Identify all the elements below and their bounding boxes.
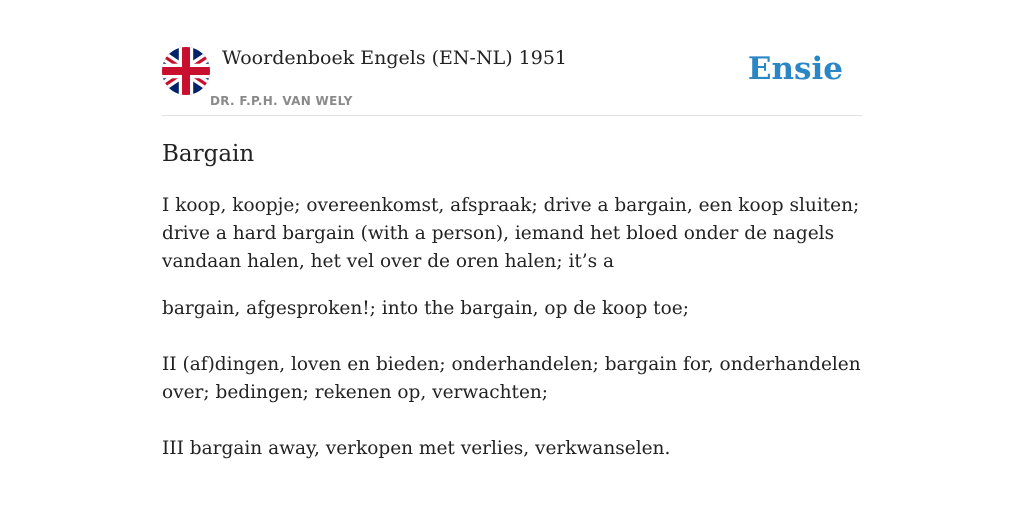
dictionary-author: DR. F.P.H. VAN WELY (210, 94, 353, 108)
uk-flag-icon (162, 47, 210, 95)
dictionary-header (162, 0, 862, 116)
definition-paragraph: III bargain away, verkopen met verlies, verkwanselen. (162, 438, 671, 459)
dictionary-title[interactable]: Woordenboek Engels (EN-NL) 1951 (222, 47, 567, 69)
definition-paragraph: bargain, afgesproken!; into the bargain, op de koop toe; (162, 298, 689, 319)
brand-logo[interactable]: Ensie (747, 51, 843, 87)
entry-headword: Bargain (162, 141, 255, 167)
dictionary-card (162, 0, 862, 512)
definition-paragraph: II (af)dingen, loven en bieden; onderhandelen; bargain for, onderhandelen over; bedingen; rekenen op, verwachten; (162, 354, 861, 403)
definition-paragraph: I koop, koopje; overeenkomst, afspraak; drive a bargain, een koop sluiten; drive a hard bargain (with a person), iemand het bloed onder de nagels vandaan halen, het vel over de oren halen; it’s a (162, 195, 860, 272)
entry-definition (162, 192, 862, 482)
